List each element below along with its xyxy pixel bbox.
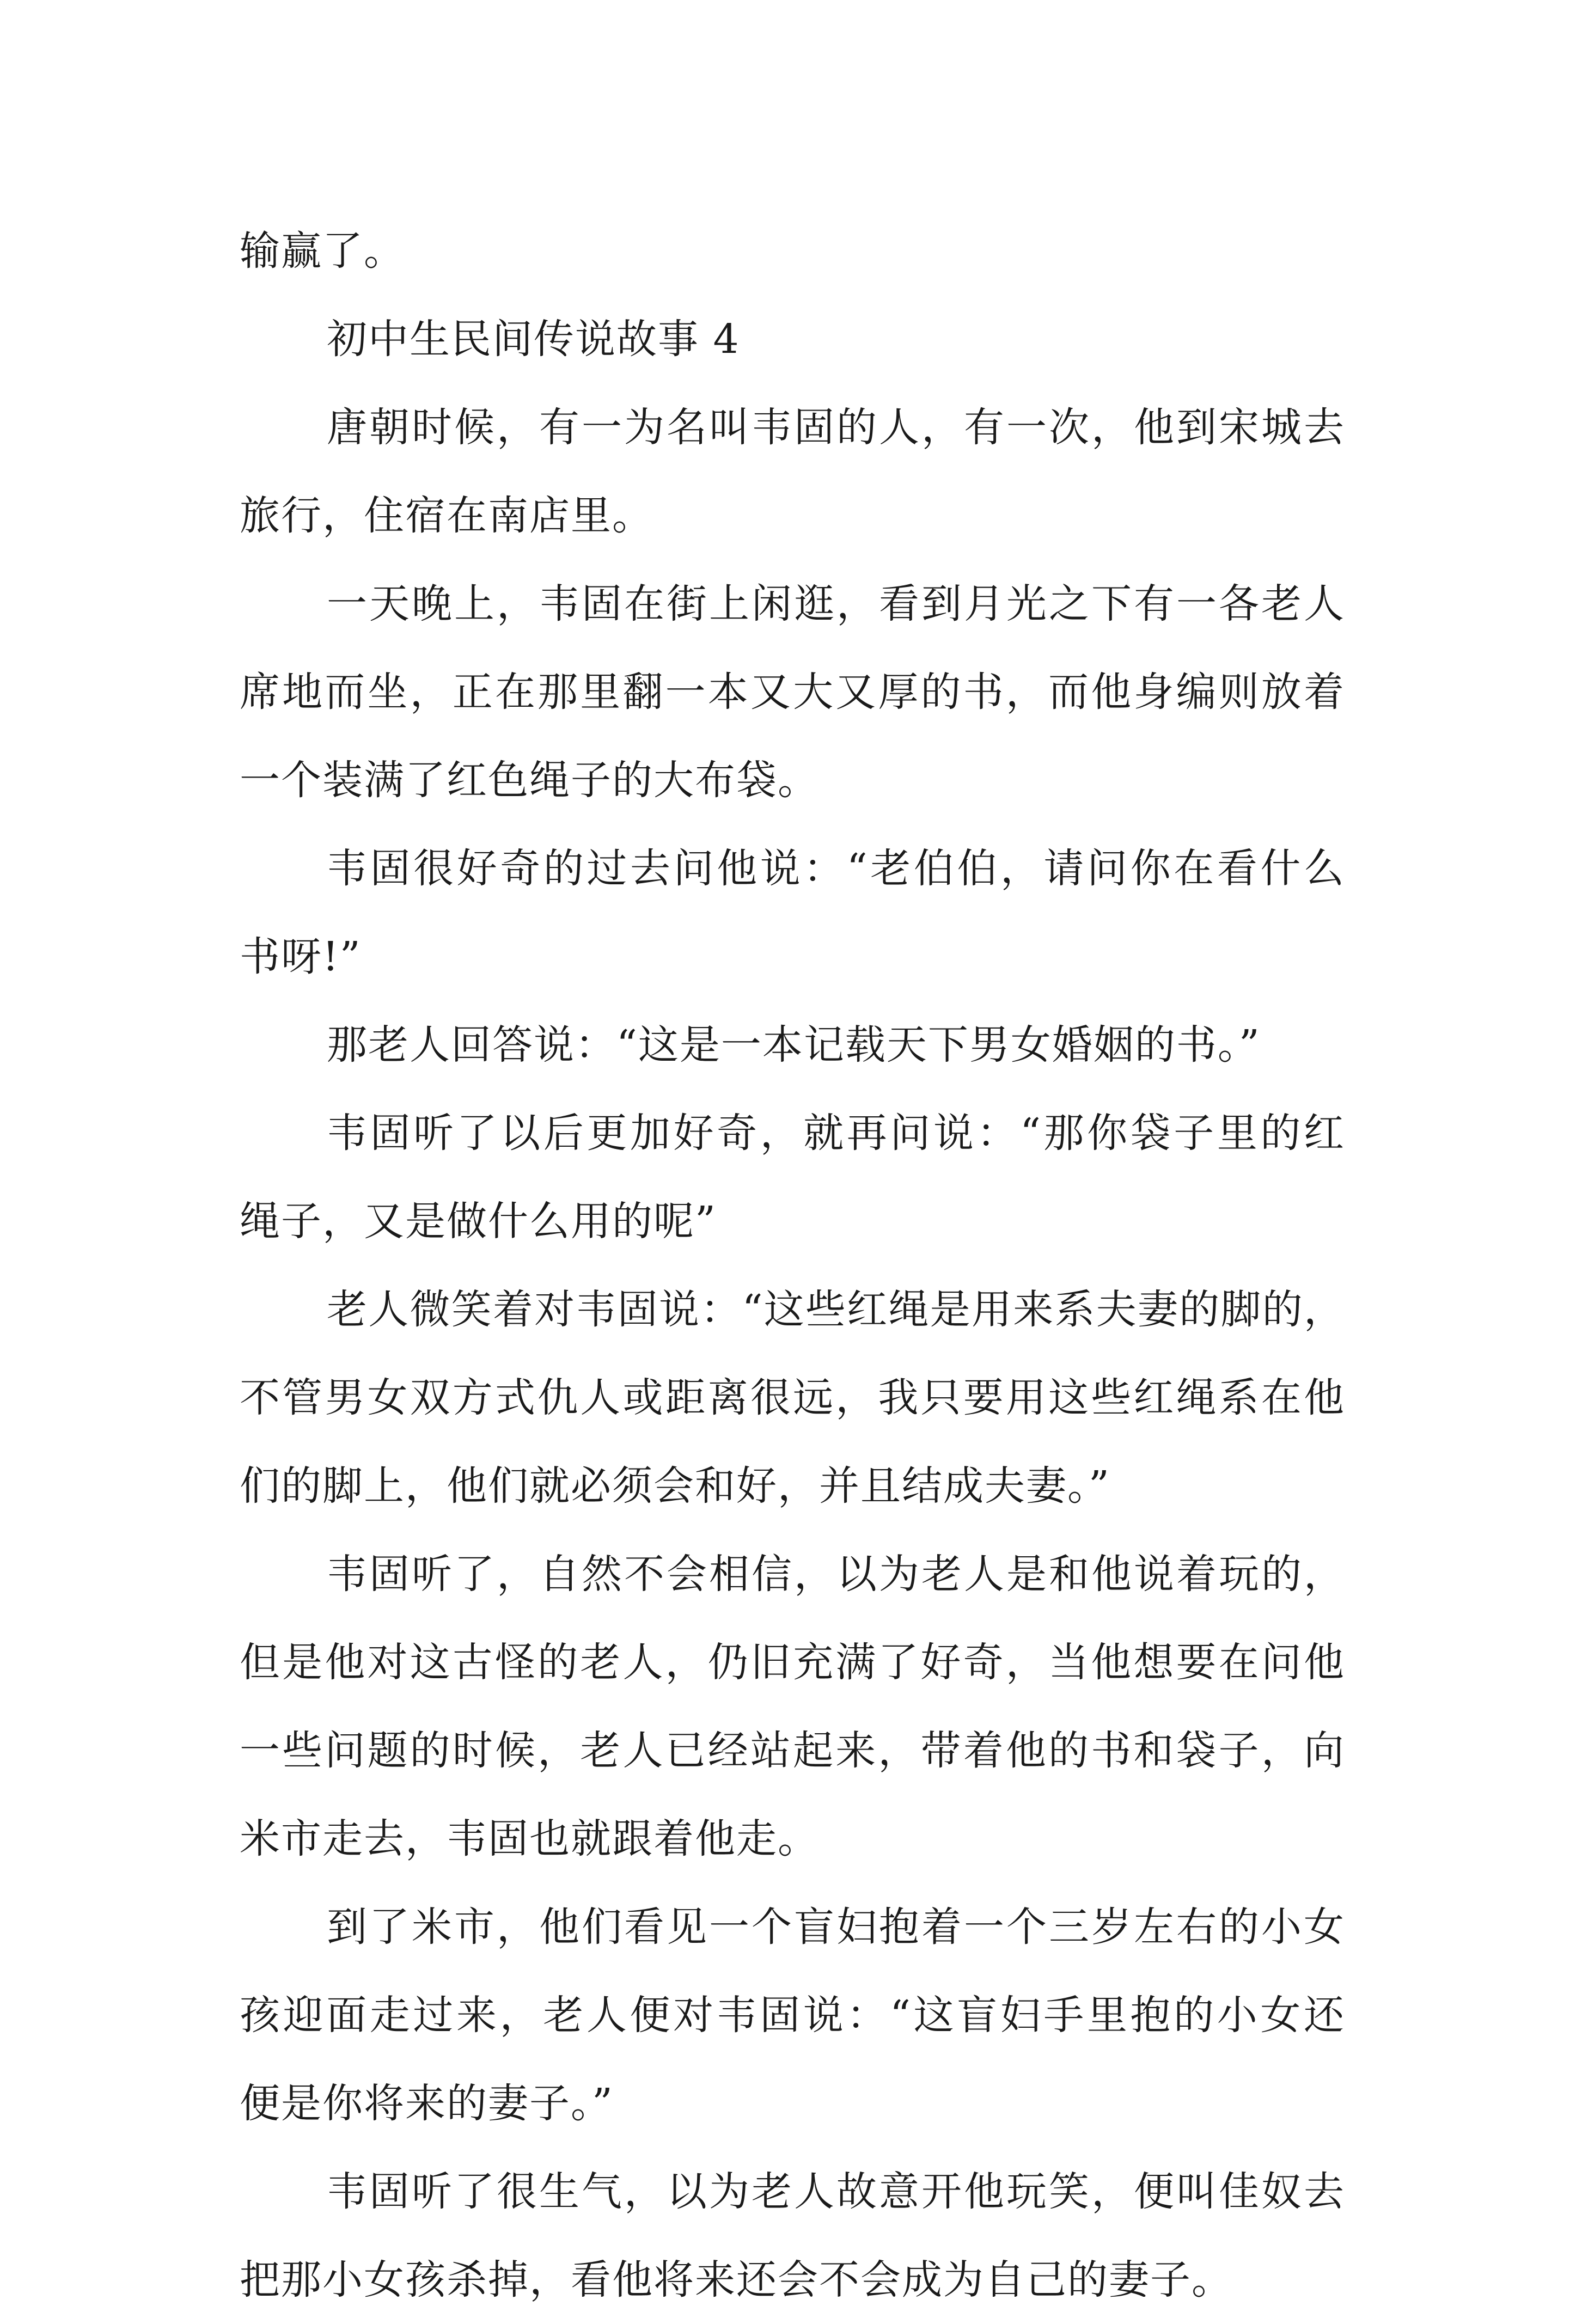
text-line: 输赢了。 — [240, 228, 405, 274]
text-line: 老人微笑着对韦固说：“这些红绳是用来系夫妻的脚的， — [327, 1286, 1345, 1333]
text-line: 便是你将来的妻子。” — [240, 2080, 614, 2127]
text-line: 到了米市，他们看见一个盲妇抱着一个三岁左右的小女 — [327, 1904, 1345, 1950]
text-line: 把那小女孩杀掉，看他将来还会不会成为自己的妻子。 — [240, 2256, 1233, 2303]
text-line: 们的脚上，他们就必须会和好，并且结成夫妻。” — [240, 1463, 1110, 1509]
text-line: 一些问题的时候，老人已经站起来，带着他的书和袋子，向 — [240, 1727, 1345, 1774]
text-line: 一天晚上，韦固在街上闲逛，看到月光之下有一各老人 — [327, 580, 1345, 627]
text-line: 韦固很好奇的过去问他说：“老伯伯，请问你在看什么 — [327, 845, 1345, 892]
text-line: 初中生民间传说故事 4 — [327, 316, 740, 363]
text-line: 席地而坐，正在那里翻一本又大又厚的书，而他身编则放着 — [240, 669, 1345, 715]
text-line: 韦固听了，自然不会相信，以为老人是和他说着玩的， — [327, 1551, 1345, 1598]
text-line: 不管男女双方式仇人或距离很远，我只要用这些红绳系在他 — [240, 1374, 1345, 1421]
text-line: 孩迎面走过来，老人便对韦固说：“这盲妇手里抱的小女还 — [240, 1992, 1345, 2039]
text-line: 韦固听了很生气，以为老人故意开他玩笑，便叫佳奴去 — [327, 2168, 1345, 2215]
text-line: 韦固听了以后更加好奇，就再问说：“那你袋子里的红 — [327, 1110, 1345, 1157]
text-line: 旅行，住宿在南店里。 — [240, 492, 653, 539]
text-line: 米市走去，韦固也就跟着他走。 — [240, 1815, 819, 1862]
text-line: 书呀!” — [240, 933, 362, 980]
text-line: 那老人回答说：“这是一本记载天下男女婚姻的书。” — [327, 1022, 1261, 1068]
text-line: 绳子，又是做什么用的呢” — [240, 1198, 717, 1245]
text-line: 一个装满了红色绳子的大布袋。 — [240, 757, 819, 804]
text-line: 但是他对这古怪的老人，仍旧充满了好奇，当他想要在问他 — [240, 1639, 1345, 1686]
text-line: 唐朝时候，有一为名叫韦固的人，有一次，他到宋城去 — [327, 404, 1345, 451]
body-text — [240, 207, 1345, 2324]
